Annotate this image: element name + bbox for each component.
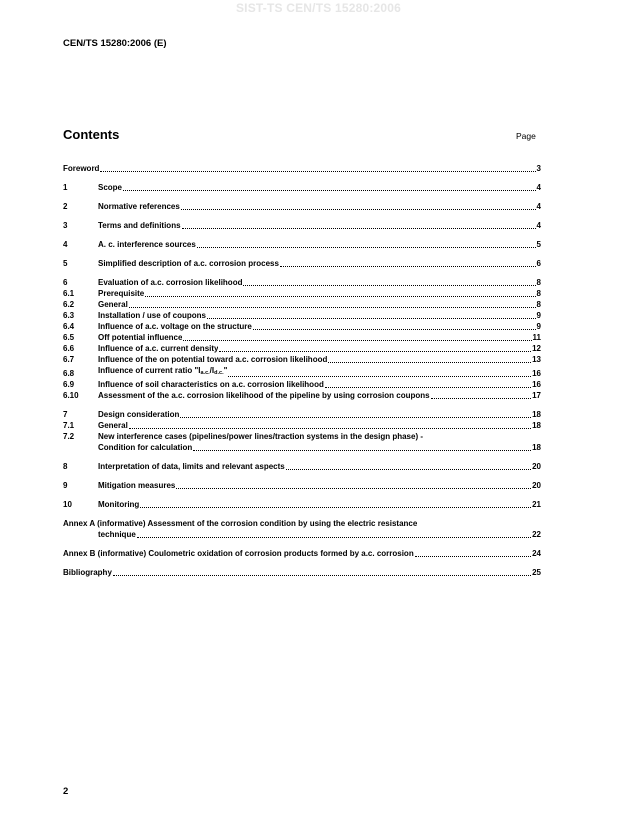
toc-entry-6-8[interactable] xyxy=(63,365,541,379)
leader-dots xyxy=(123,183,536,191)
leader-dots xyxy=(181,202,536,210)
toc-entry-6-3[interactable] xyxy=(63,310,541,321)
toc-entry-4[interactable] xyxy=(63,239,541,250)
toc-page: 21 xyxy=(532,500,541,509)
leader-dots xyxy=(253,322,536,330)
leader-dots xyxy=(137,530,531,538)
toc-number: 6.5 xyxy=(63,333,75,342)
toc-number: 10 xyxy=(63,500,72,509)
toc-title: Off potential influence xyxy=(98,333,183,342)
toc-entry-6-7[interactable] xyxy=(63,354,541,365)
contents-title: Contents xyxy=(63,127,120,142)
document-id: CEN/TS 15280:2006 (E) xyxy=(63,38,167,49)
toc-page: 24 xyxy=(532,549,541,558)
toc-title-mid: /I xyxy=(209,366,215,375)
toc-page: 18 xyxy=(532,443,541,452)
toc-page: 8 xyxy=(536,289,541,298)
leader-dots xyxy=(140,500,531,508)
toc-title: Simplified description of a.c. corrosion process xyxy=(98,259,279,268)
toc-entry-6-10[interactable] xyxy=(63,390,541,401)
toc-number: 5 xyxy=(63,259,68,268)
toc-title: Assessment of the a.c. corrosion likelihood of the pipeline by using corrosion coupons xyxy=(98,391,430,400)
toc-page: 11 xyxy=(532,333,541,342)
toc-entry-6-9[interactable] xyxy=(63,379,541,390)
toc-title: Influence of the on potential toward a.c. corrosion likelihood xyxy=(98,355,328,364)
toc-title: Annex B (informative) Coulometric oxidation of corrosion products formed by a.c. corrosion xyxy=(63,549,414,558)
toc-page: 4 xyxy=(536,202,541,211)
toc-page: 5 xyxy=(536,240,541,249)
toc-title-continued: technique xyxy=(98,530,136,539)
toc-number: 6.1 xyxy=(63,289,75,298)
toc-page: 18 xyxy=(532,410,541,419)
leader-dots xyxy=(243,278,535,286)
toc-entry-6-1[interactable] xyxy=(63,288,541,299)
leader-dots xyxy=(183,333,531,341)
toc-number: 6 xyxy=(63,278,68,287)
toc-page: 20 xyxy=(532,462,541,471)
toc-entry-6[interactable] xyxy=(63,277,541,288)
toc-page: 6 xyxy=(536,259,541,268)
toc-number: 8 xyxy=(63,462,68,471)
toc-entry-annex-a-line2[interactable] xyxy=(63,529,541,540)
toc-page: 8 xyxy=(536,278,541,287)
toc-number: 2 xyxy=(63,202,68,211)
toc-title: Annex A (informative) Assessment of the corrosion condition by using the electric resistance xyxy=(63,519,418,528)
table-of-contents xyxy=(63,163,541,578)
toc-number: 7.1 xyxy=(63,421,75,430)
toc-title: New interference cases (pipelines/power lines/traction systems in the design phase) - xyxy=(98,432,423,441)
leader-dots xyxy=(431,391,531,399)
leader-dots xyxy=(219,344,531,352)
toc-entry-annex-b[interactable] xyxy=(63,548,541,559)
subscript-ac: a.c. xyxy=(200,370,210,376)
leader-dots xyxy=(286,462,531,470)
leader-dots xyxy=(113,568,531,576)
toc-page: 3 xyxy=(536,164,541,173)
toc-number: 6.9 xyxy=(63,380,75,389)
toc-entry-7-2-line1[interactable] xyxy=(63,431,541,442)
toc-page: 12 xyxy=(532,344,541,353)
toc-entry-6-5[interactable] xyxy=(63,332,541,343)
leader-dots xyxy=(180,410,531,418)
toc-number: 6.2 xyxy=(63,300,75,309)
toc-page: 22 xyxy=(532,530,541,539)
leader-dots xyxy=(129,300,536,308)
toc-title: Mitigation measures xyxy=(98,481,176,490)
toc-title-post: " xyxy=(223,366,228,375)
toc-page: 9 xyxy=(536,311,541,320)
toc-number: 6.7 xyxy=(63,355,75,364)
toc-number: 6.10 xyxy=(63,391,79,400)
toc-number: 1 xyxy=(63,183,68,192)
toc-page: 4 xyxy=(536,183,541,192)
toc-entry-1[interactable] xyxy=(63,182,541,193)
leader-dots xyxy=(280,259,536,267)
toc-number: 6.8 xyxy=(63,369,75,378)
page-number: 2 xyxy=(63,786,69,797)
page-column-label: Page xyxy=(516,131,536,141)
toc-entry-foreword[interactable] xyxy=(63,163,541,174)
toc-title: Influence of a.c. voltage on the structure xyxy=(98,322,252,331)
toc-page: 8 xyxy=(536,300,541,309)
toc-title: A. c. interference sources xyxy=(98,240,196,249)
toc-number: 6.4 xyxy=(63,322,75,331)
toc-title: Design consideration xyxy=(98,410,180,419)
toc-number: 7 xyxy=(63,410,68,419)
toc-title: Prerequisite xyxy=(98,289,145,298)
toc-entry-10[interactable] xyxy=(63,499,541,510)
toc-entry-2[interactable] xyxy=(63,201,541,212)
toc-entry-8[interactable] xyxy=(63,461,541,472)
leader-dots xyxy=(176,481,531,489)
toc-title: Installation / use of coupons xyxy=(98,311,207,320)
leader-dots xyxy=(197,240,536,248)
toc-page: 9 xyxy=(536,322,541,331)
toc-page: 18 xyxy=(532,421,541,430)
toc-entry-3[interactable] xyxy=(63,220,541,231)
toc-page: 20 xyxy=(532,481,541,490)
toc-title: Monitoring xyxy=(98,500,140,509)
leader-dots xyxy=(100,164,535,172)
toc-title: Bibliography xyxy=(63,568,112,577)
toc-entry-5[interactable] xyxy=(63,258,541,269)
toc-page: 17 xyxy=(532,391,541,400)
toc-title-continued: Condition for calculation xyxy=(98,443,193,452)
toc-title-pre: Influence of current ratio "I xyxy=(98,366,201,375)
toc-number: 6.3 xyxy=(63,311,75,320)
toc-number: 6.6 xyxy=(63,344,75,353)
toc-title: Scope xyxy=(98,183,123,192)
leader-dots xyxy=(207,311,536,319)
toc-title: Influence of soil characteristics on a.c. corrosion likelihood xyxy=(98,380,324,389)
toc-title: Influence of a.c. current density xyxy=(98,344,219,353)
toc-entry-6-4[interactable] xyxy=(63,321,541,332)
toc-number: 3 xyxy=(63,221,68,230)
toc-page: 13 xyxy=(532,355,541,364)
toc-entry-7-1[interactable] xyxy=(63,420,541,431)
toc-title: Normative references xyxy=(98,202,180,211)
toc-entry-bibliography[interactable] xyxy=(63,567,541,578)
toc-title: Interpretation of data, limits and relevant aspects xyxy=(98,462,285,471)
leader-dots xyxy=(193,443,531,451)
toc-entry-annex-a-line1[interactable] xyxy=(63,518,541,529)
toc-number: 4 xyxy=(63,240,68,249)
leader-dots xyxy=(228,369,531,377)
toc-entry-9[interactable] xyxy=(63,480,541,491)
toc-entry-6-2[interactable] xyxy=(63,299,541,310)
leader-dots xyxy=(182,221,536,229)
toc-page: 25 xyxy=(532,568,541,577)
leader-dots xyxy=(129,421,531,429)
toc-entry-6-6[interactable] xyxy=(63,343,541,354)
toc-title xyxy=(98,365,227,379)
toc-number: 7.2 xyxy=(63,432,75,441)
toc-page: 16 xyxy=(532,380,541,389)
toc-title: General xyxy=(98,421,128,430)
toc-entry-7[interactable] xyxy=(63,409,541,420)
toc-title: General xyxy=(98,300,128,309)
subscript-dc: d.c. xyxy=(214,370,224,376)
toc-page: 4 xyxy=(536,221,541,230)
watermark: SIST-TS CEN/TS 15280:2006 xyxy=(235,1,402,15)
toc-title: Foreword xyxy=(63,164,100,173)
leader-dots xyxy=(145,289,535,297)
toc-title: Evaluation of a.c. corrosion likelihood xyxy=(98,278,243,287)
leader-dots xyxy=(328,355,531,363)
leader-dots xyxy=(415,549,531,557)
toc-number: 9 xyxy=(63,481,68,490)
toc-title: Terms and definitions xyxy=(98,221,181,230)
toc-entry-7-2-line2[interactable] xyxy=(63,442,541,453)
toc-page: 16 xyxy=(532,369,541,378)
leader-dots xyxy=(325,380,531,388)
